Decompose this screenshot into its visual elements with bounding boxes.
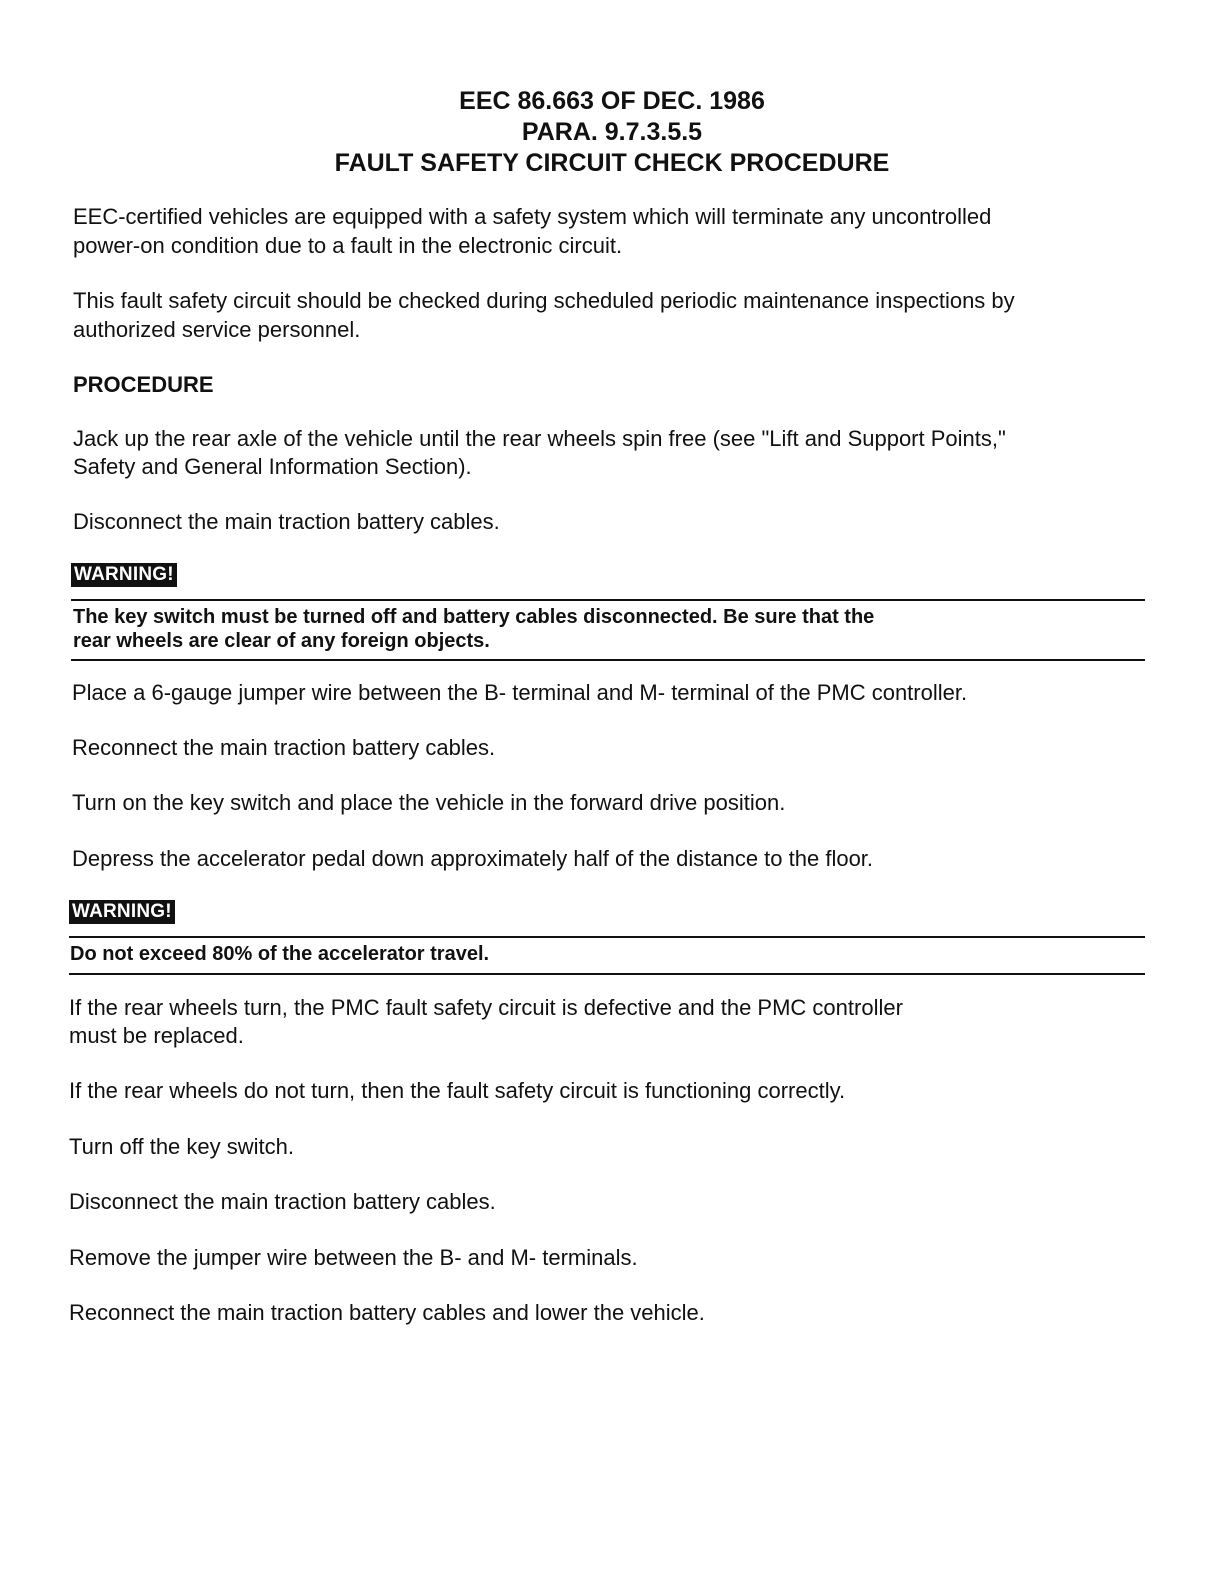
step-1-line-2: Safety and General Information Section). <box>73 454 472 479</box>
warning-1-line-1: The key switch must be turned off and battery cables disconnected. Be sure that the <box>73 606 875 628</box>
warning-1-bottom-rule <box>71 659 1145 661</box>
intro-paragraph-1-line-2: power-on condition due to a fault in the electronic circuit. <box>73 233 623 258</box>
step-8: If the rear wheels do not turn, then the fault safety circuit is functioning correctly. <box>69 1078 846 1103</box>
warning-badge-1: WARNING! <box>71 563 177 587</box>
page-title: FAULT SAFETY CIRCUIT CHECK PROCEDURE <box>334 149 890 177</box>
step-10: Disconnect the main traction battery cables. <box>69 1189 496 1214</box>
step-5: Turn on the key switch and place the vehicle in the forward drive position. <box>72 790 786 815</box>
intro-paragraph-2-line-2: authorized service personnel. <box>73 317 361 342</box>
warning-badge-2: WARNING! <box>69 900 175 924</box>
doc-reference: EEC 86.663 OF DEC. 1986 <box>459 87 765 115</box>
procedure-heading: PROCEDURE <box>73 372 214 397</box>
step-2: Disconnect the main traction battery cables. <box>73 509 500 534</box>
intro-paragraph-2-line-1: This fault safety circuit should be checked during scheduled periodic maintenance inspections by <box>73 288 1015 313</box>
step-11: Remove the jumper wire between the B- and M- terminals. <box>69 1245 638 1270</box>
step-1-line-1: Jack up the rear axle of the vehicle until the rear wheels spin free (see "Lift and Support Points," <box>73 426 1006 451</box>
step-12: Reconnect the main traction battery cables and lower the vehicle. <box>69 1300 705 1325</box>
step-4: Reconnect the main traction battery cables. <box>72 735 496 760</box>
step-7-line-2: must be replaced. <box>69 1023 244 1048</box>
warning-1-line-2: rear wheels are clear of any foreign objects. <box>73 630 490 652</box>
warning-1-top-rule <box>71 599 1145 601</box>
paragraph-number: PARA. 9.7.3.5.5 <box>521 118 703 146</box>
intro-paragraph-1-line-1: EEC-certified vehicles are equipped with a safety system which will terminate any uncontrolled <box>73 204 992 229</box>
warning-2-top-rule <box>69 936 1145 938</box>
warning-2-bottom-rule <box>69 973 1145 975</box>
step-9: Turn off the key switch. <box>69 1134 294 1159</box>
step-3: Place a 6-gauge jumper wire between the B- terminal and M- terminal of the PMC controller. <box>72 680 968 705</box>
warning-2-line-1: Do not exceed 80% of the accelerator travel. <box>70 943 490 965</box>
step-6: Depress the accelerator pedal down approximately half of the distance to the floor. <box>72 846 874 871</box>
step-7-line-1: If the rear wheels turn, the PMC fault safety circuit is defective and the PMC controller <box>69 995 903 1020</box>
